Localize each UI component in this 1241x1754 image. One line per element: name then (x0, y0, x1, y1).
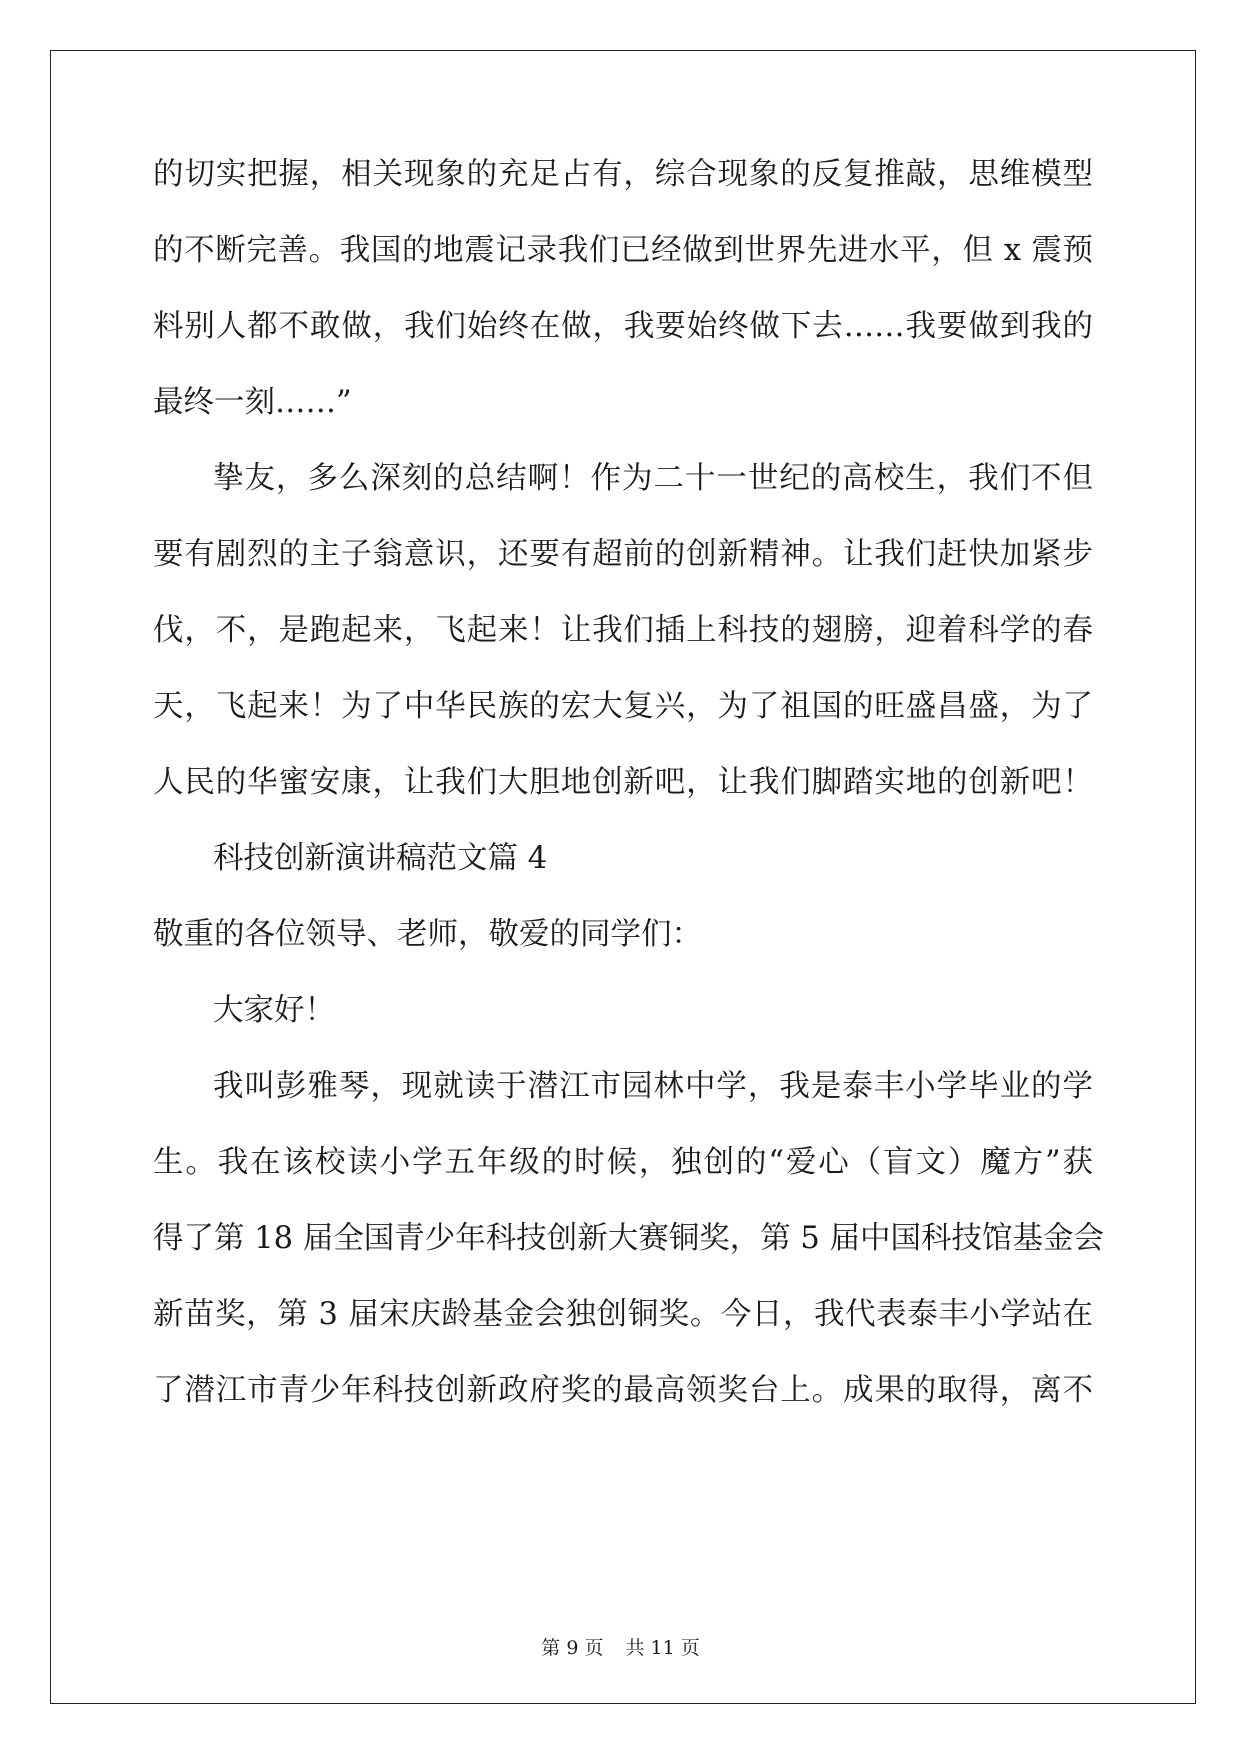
paragraph-line: 的切实把握，相关现象的充足占有，综合现象的反复推敲，思维模型 (153, 157, 1093, 192)
page-total: 共 11 页 (625, 1637, 700, 1659)
page-number: 第 9 页 (541, 1637, 604, 1659)
paragraph-line: 得了第 18 届全国青少年科技创新大赛铜奖，第 5 届中国科技馆基金会 (153, 1221, 1104, 1256)
paragraph-line: 了潜江市青少年科技创新政府奖的最高领奖台上。成果的取得，离不 (153, 1373, 1093, 1408)
paragraph-line: 要有剧烈的主子翁意识，还要有超前的创新精神。让我们赶快加紧步 (153, 537, 1093, 572)
paragraph-line: 新苗奖，第 3 届宋庆龄基金会独创铜奖。今日，我代表泰丰小学站在 (153, 1297, 1093, 1332)
paragraph-line: 生。我在该校读小学五年级的时候，独创的“爱心（盲文）魔方”获 (153, 1145, 1093, 1180)
paragraph-line: 伐，不，是跑起来，飞起来！让我们插上科技的翅膀，迎着科学的春 (153, 613, 1093, 648)
paragraph-line: 挚友，多么深刻的总结啊！作为二十一世纪的高校生，我们不但 (213, 461, 1093, 496)
paragraph-line: 我叫彭雅琴，现就读于潜江市园林中学，我是泰丰小学毕业的学 (213, 1069, 1093, 1104)
paragraph-line: 天，飞起来！为了中华民族的宏大复兴，为了祖国的旺盛昌盛，为了 (153, 689, 1093, 724)
paragraph-line: 最终一刻……” (153, 385, 352, 420)
paragraph-line: 人民的华蜜安康，让我们大胆地创新吧，让我们脚踏实地的创新吧！ (153, 765, 1093, 800)
paragraph-line: 料别人都不敢做，我们始终在做，我要始终做下去……我要做到我的 (153, 309, 1093, 344)
paragraph-line: 的不断完善。我国的地震记录我们已经做到世界先进水平，但 x 震预 (153, 233, 1093, 268)
page-footer (0, 1636, 1241, 1660)
salutation: 敬重的各位领导、老师，敬爱的同学们： (153, 917, 702, 952)
section-heading: 科技创新演讲稿范文篇 4 (213, 841, 548, 876)
greeting: 大家好！ (213, 993, 335, 1028)
